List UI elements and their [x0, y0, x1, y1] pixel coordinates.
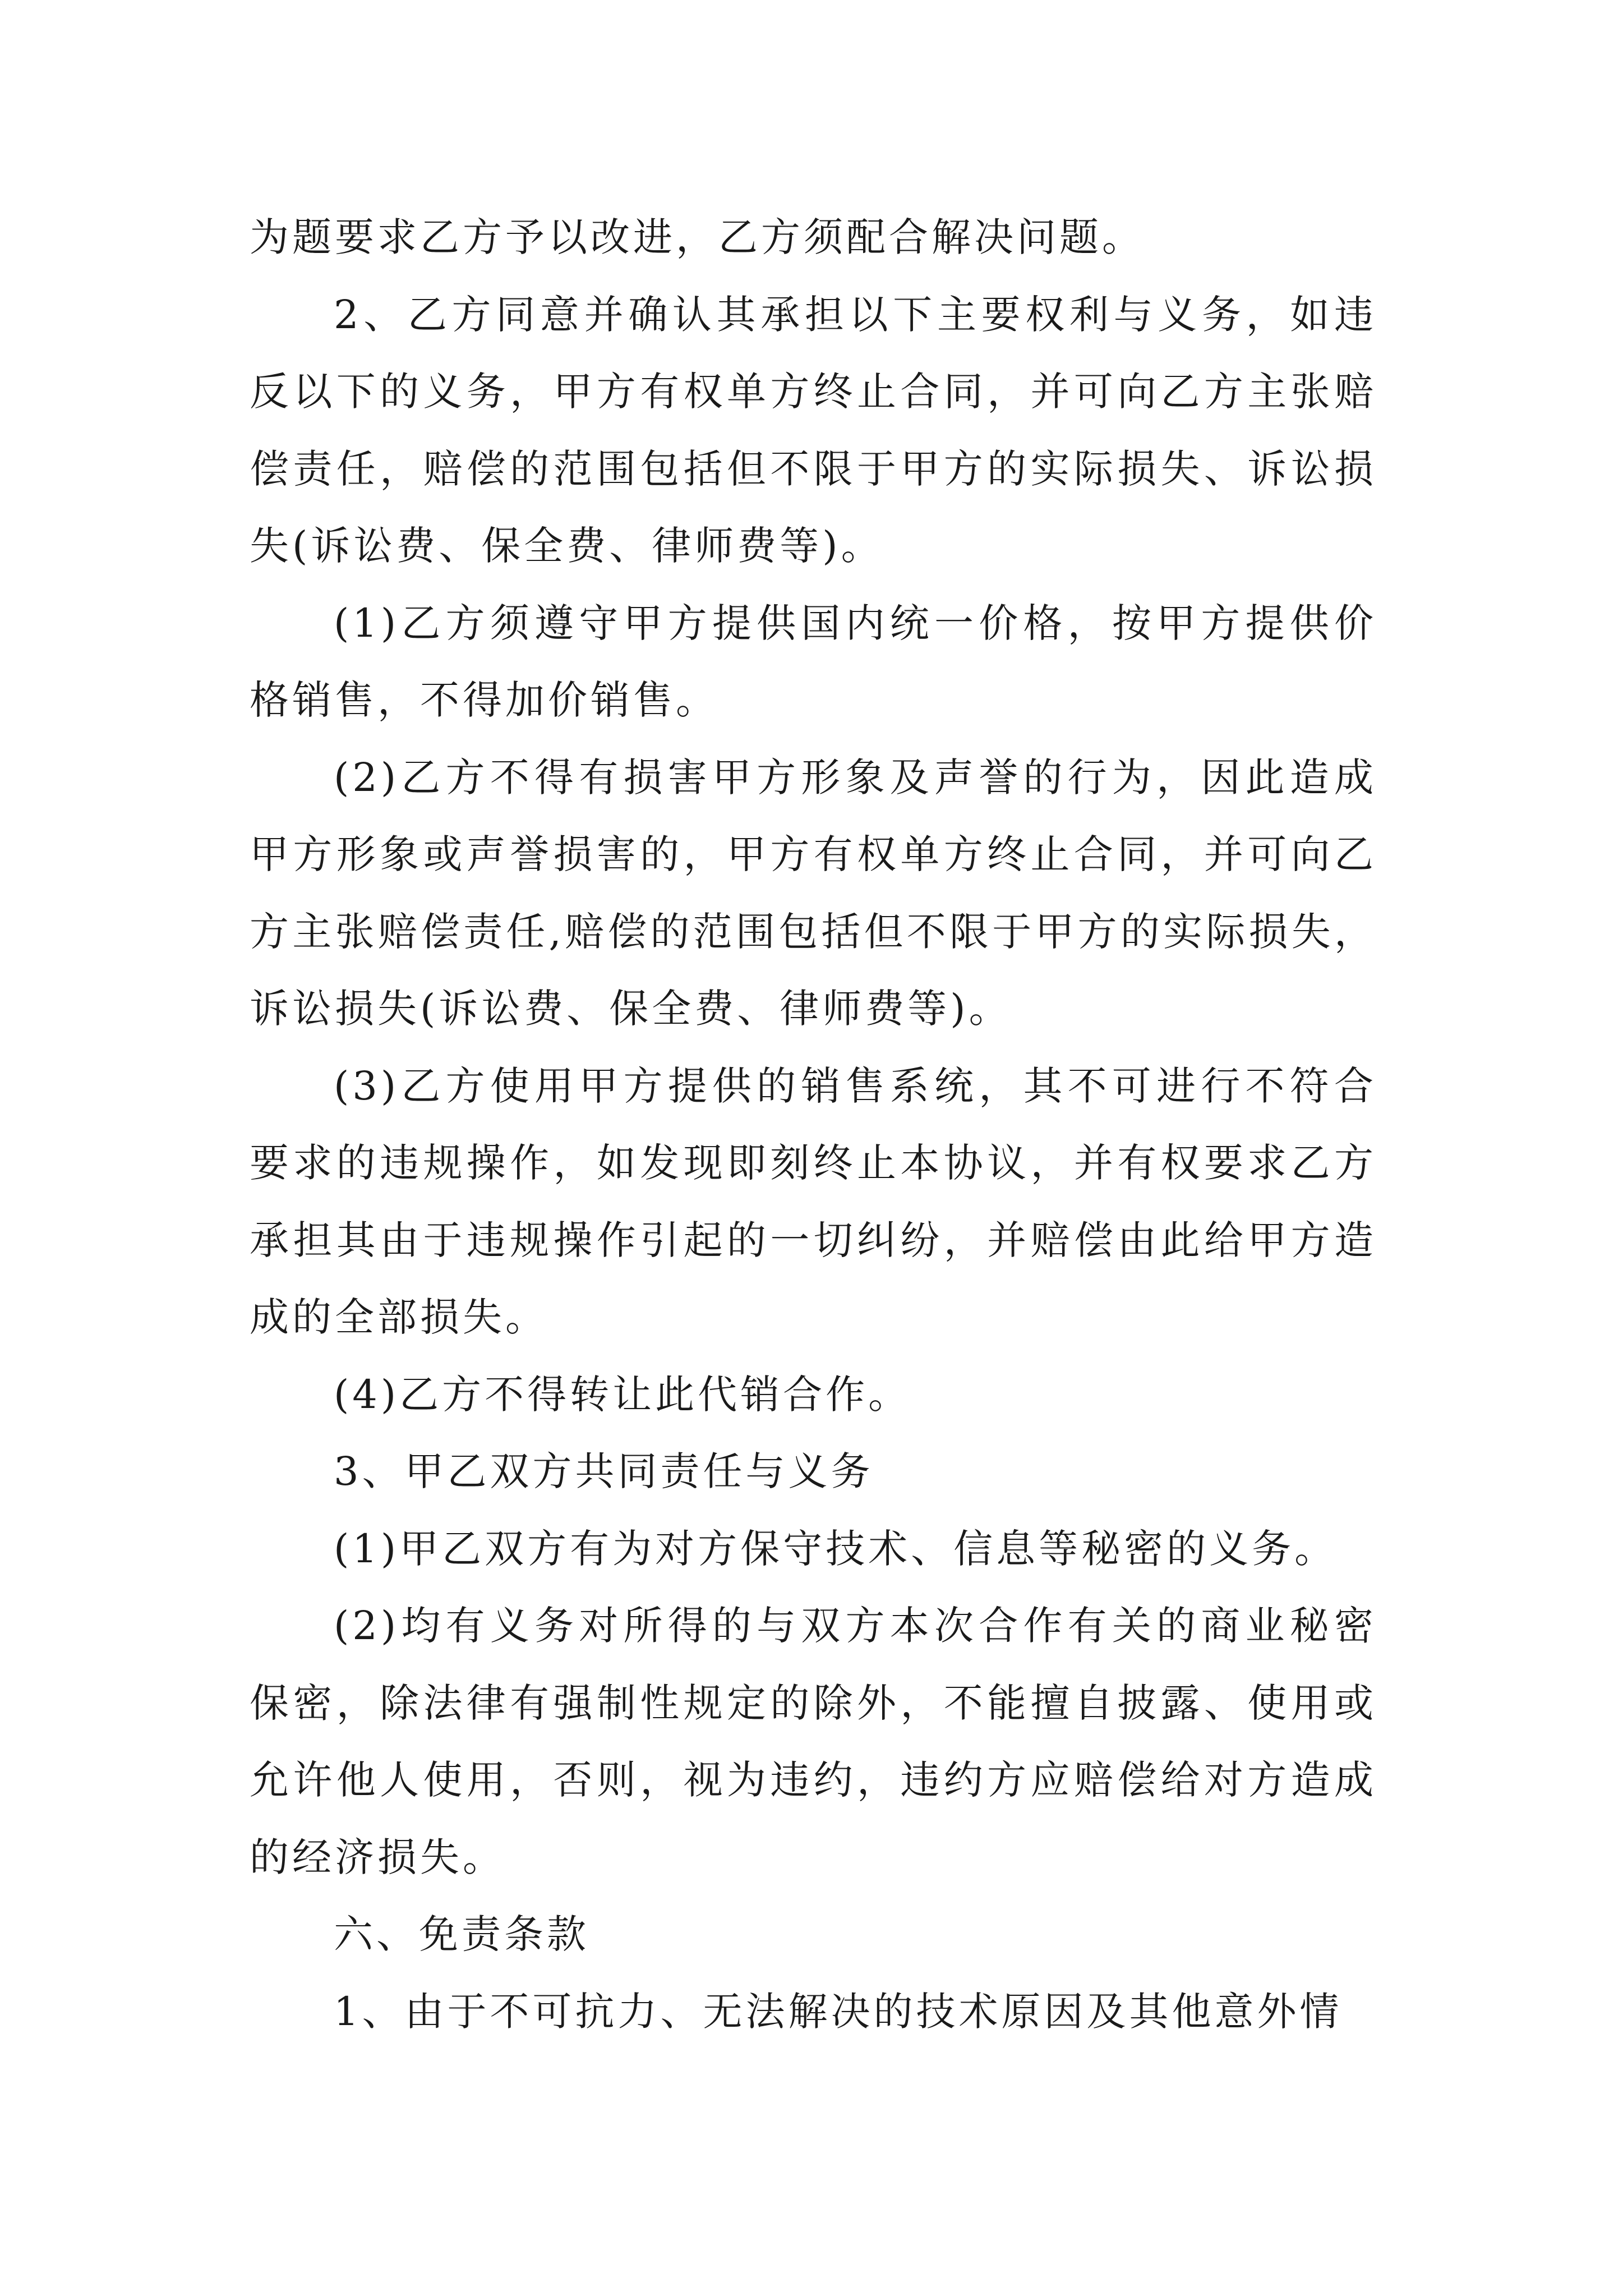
paragraph-item-4: (4)乙方不得转让此代销合作。	[334, 1371, 911, 1418]
paragraph-item-1: (1)乙方须遵守甲方提供国内统一价格，按甲方提供价格销售，不得加价销售。	[250, 600, 1377, 723]
paragraph-disclaimer-1: 1、由于不可抗力、无法解决的技术原因及其他意外情	[334, 1988, 1343, 2035]
paragraph-joint-item-2: (2)均有义务对所得的与双方本次合作有关的商业秘密保密，除法律有强制性规定的除外，不能擅自披露、使用或允许他人使用，否则，视为违约，违约方应赔偿给对方造成的经济损失。	[250, 1603, 1377, 1880]
paragraph-joint-item-1: (1)甲乙双方有为对方保守技术、信息等秘密的义务。	[334, 1525, 1338, 1572]
document-body	[250, 199, 1377, 2050]
section-heading-disclaimer: 六、免责条款	[334, 1911, 589, 1957]
paragraph-clause-2: 2、乙方同意并确认其承担以下主要权利与义务，如违反以下的义务，甲方有权单方终止合同，并可向乙方主张赔偿责任，赔偿的范围包括但不限于甲方的实际损失、诉讼损失(诉讼费、保全费、律师费等)。	[250, 291, 1377, 569]
paragraph-item-2: (2)乙方不得有损害甲方形象及声誉的行为，因此造成甲方形象或声誉损害的，甲方有权单方终止合同，并可向乙方主张赔偿责任,赔偿的范围包括但不限于甲方的实际损失，诉讼损失(诉讼费、保全费、律师费等)。	[250, 754, 1377, 1032]
paragraph-clause-3: 3、甲乙双方共同责任与义务	[334, 1448, 874, 1494]
paragraph-continuation: 为题要求乙方予以改进，乙方须配合解决问题。	[250, 214, 1145, 260]
paragraph-item-3: (3)乙方使用甲方提供的销售系统，其不可进行不符合要求的违规操作，如发现即刻终止本协议，并有权要求乙方承担其由于违规操作引起的一切纠纷，并赔偿由此给甲方造成的全部损失。	[250, 1062, 1377, 1340]
